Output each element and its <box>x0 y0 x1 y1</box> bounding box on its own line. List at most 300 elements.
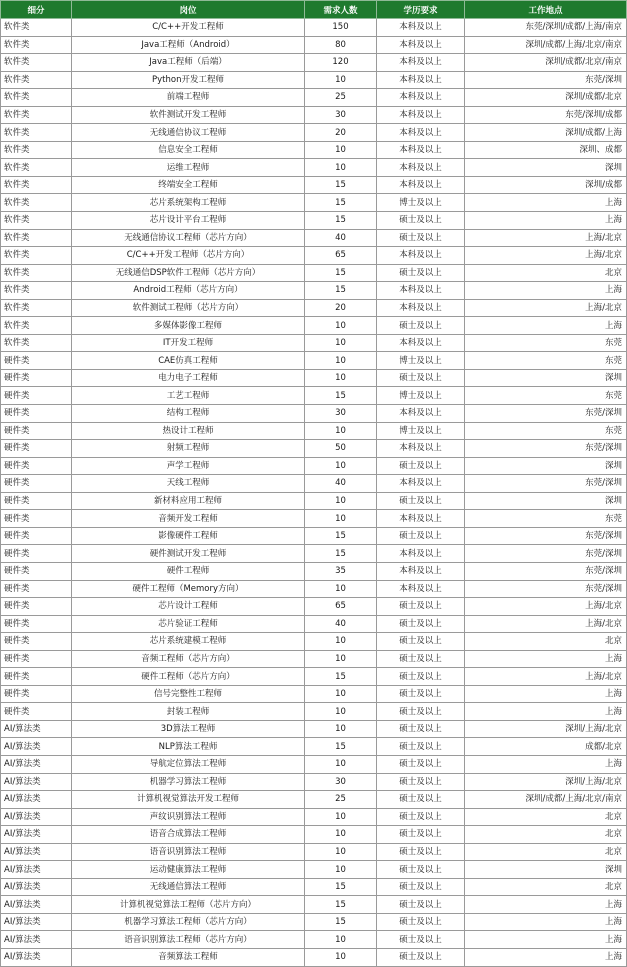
location-cell: 成都/北京 <box>465 738 627 756</box>
headcount-cell: 10 <box>305 71 377 89</box>
location-cell: 东莞/深圳/成都 <box>465 106 627 124</box>
education-cell: 本科及以上 <box>377 124 465 142</box>
education-cell: 本科及以上 <box>377 580 465 598</box>
location-cell: 上海 <box>465 212 627 230</box>
position-cell: 音频工程师（芯片方向） <box>72 650 305 668</box>
education-cell: 本科及以上 <box>377 36 465 54</box>
location-cell: 上海 <box>465 913 627 931</box>
table-row <box>1 141 627 159</box>
location-cell: 北京 <box>465 264 627 282</box>
location-cell: 深圳 <box>465 492 627 510</box>
position-cell: 电力电子工程师 <box>72 369 305 387</box>
table-row <box>1 615 627 633</box>
table-row <box>1 369 627 387</box>
headcount-cell: 20 <box>305 124 377 142</box>
position-cell: 语音识别算法工程师（芯片方向） <box>72 931 305 949</box>
headcount-cell: 65 <box>305 598 377 616</box>
headcount-cell: 10 <box>305 826 377 844</box>
education-cell: 硕士及以上 <box>377 668 465 686</box>
position-cell: 硬件工程师 <box>72 562 305 580</box>
category-cell: 软件类 <box>1 89 72 107</box>
location-cell: 上海 <box>465 755 627 773</box>
education-cell: 博士及以上 <box>377 352 465 370</box>
table-row <box>1 352 627 370</box>
education-cell: 硕士及以上 <box>377 264 465 282</box>
location-cell: 深圳/成都 <box>465 176 627 194</box>
headcount-cell: 10 <box>305 948 377 966</box>
category-cell: 硬件类 <box>1 492 72 510</box>
location-cell: 东莞/深圳 <box>465 562 627 580</box>
education-cell: 硕士及以上 <box>377 633 465 651</box>
location-cell: 东莞/深圳 <box>465 545 627 563</box>
location-cell: 东莞 <box>465 334 627 352</box>
location-cell: 北京 <box>465 633 627 651</box>
location-cell: 深圳 <box>465 369 627 387</box>
category-cell: 软件类 <box>1 36 72 54</box>
location-cell: 深圳/成都/北京/南京 <box>465 54 627 72</box>
position-cell: Android工程师（芯片方向） <box>72 282 305 300</box>
location-cell: 上海 <box>465 650 627 668</box>
table-row <box>1 755 627 773</box>
headcount-cell: 10 <box>305 334 377 352</box>
table-row <box>1 931 627 949</box>
education-cell: 本科及以上 <box>377 176 465 194</box>
education-cell: 本科及以上 <box>377 19 465 37</box>
category-cell: AI/算法类 <box>1 720 72 738</box>
location-cell: 上海 <box>465 685 627 703</box>
education-cell: 本科及以上 <box>377 440 465 458</box>
category-cell: 软件类 <box>1 194 72 212</box>
education-cell: 硕士及以上 <box>377 492 465 510</box>
category-cell: 软件类 <box>1 159 72 177</box>
location-cell: 深圳/成都/北京 <box>465 89 627 107</box>
headcount-cell: 50 <box>305 440 377 458</box>
position-cell: 天线工程师 <box>72 475 305 493</box>
headcount-cell: 150 <box>305 19 377 37</box>
category-cell: AI/算法类 <box>1 896 72 914</box>
position-cell: 机器学习算法工程师 <box>72 773 305 791</box>
education-cell: 硕士及以上 <box>377 457 465 475</box>
location-cell: 东莞/深圳 <box>465 475 627 493</box>
table-row <box>1 948 627 966</box>
education-cell: 硕士及以上 <box>377 931 465 949</box>
position-cell: 前端工程师 <box>72 89 305 107</box>
education-cell: 硕士及以上 <box>377 808 465 826</box>
education-cell: 本科及以上 <box>377 141 465 159</box>
position-cell: Python开发工程师 <box>72 71 305 89</box>
category-cell: 软件类 <box>1 282 72 300</box>
position-cell: 语音合成算法工程师 <box>72 826 305 844</box>
education-cell: 硕士及以上 <box>377 720 465 738</box>
education-cell: 硕士及以上 <box>377 369 465 387</box>
category-cell: 硬件类 <box>1 685 72 703</box>
category-cell: 硬件类 <box>1 527 72 545</box>
location-cell: 东莞/深圳/成都/上海/南京 <box>465 19 627 37</box>
headcount-cell: 25 <box>305 89 377 107</box>
headcount-cell: 40 <box>305 615 377 633</box>
headcount-cell: 10 <box>305 931 377 949</box>
category-cell: AI/算法类 <box>1 843 72 861</box>
education-cell: 硕士及以上 <box>377 913 465 931</box>
table-row <box>1 124 627 142</box>
table-row <box>1 89 627 107</box>
position-cell: 音频算法工程师 <box>72 948 305 966</box>
category-cell: 软件类 <box>1 264 72 282</box>
table-row <box>1 580 627 598</box>
location-cell: 深圳 <box>465 159 627 177</box>
category-cell: 硬件类 <box>1 440 72 458</box>
category-cell: 软件类 <box>1 141 72 159</box>
headcount-cell: 10 <box>305 808 377 826</box>
headcount-cell: 10 <box>305 141 377 159</box>
position-cell: 软件测试工程师（芯片方向） <box>72 299 305 317</box>
headcount-cell: 10 <box>305 369 377 387</box>
table-row <box>1 861 627 879</box>
table-row <box>1 457 627 475</box>
education-cell: 硕士及以上 <box>377 948 465 966</box>
category-cell: 软件类 <box>1 106 72 124</box>
category-cell: 软件类 <box>1 212 72 230</box>
table-row <box>1 703 627 721</box>
table-row <box>1 212 627 230</box>
table-row <box>1 773 627 791</box>
table-row <box>1 194 627 212</box>
category-cell: 硬件类 <box>1 369 72 387</box>
category-cell: 硬件类 <box>1 562 72 580</box>
position-cell: 运维工程师 <box>72 159 305 177</box>
position-cell: 信息安全工程师 <box>72 141 305 159</box>
education-cell: 硕士及以上 <box>377 773 465 791</box>
header-location: 工作地点 <box>465 1 627 19</box>
education-cell: 硕士及以上 <box>377 317 465 335</box>
headcount-cell: 15 <box>305 212 377 230</box>
location-cell: 东莞 <box>465 387 627 405</box>
position-cell: 无线通信协议工程师 <box>72 124 305 142</box>
position-cell: 射频工程师 <box>72 440 305 458</box>
table-row <box>1 633 627 651</box>
table-row <box>1 54 627 72</box>
table-row <box>1 247 627 265</box>
category-cell: 硬件类 <box>1 422 72 440</box>
headcount-cell: 20 <box>305 299 377 317</box>
table-row <box>1 808 627 826</box>
position-cell: 影像硬件工程师 <box>72 527 305 545</box>
position-cell: 结构工程师 <box>72 405 305 423</box>
education-cell: 本科及以上 <box>377 510 465 528</box>
category-cell: AI/算法类 <box>1 878 72 896</box>
table-row <box>1 896 627 914</box>
position-cell: Java工程师（Android） <box>72 36 305 54</box>
education-cell: 博士及以上 <box>377 194 465 212</box>
location-cell: 深圳/成都/上海/北京/南京 <box>465 36 627 54</box>
position-cell: 热设计工程师 <box>72 422 305 440</box>
education-cell: 硕士及以上 <box>377 650 465 668</box>
category-cell: AI/算法类 <box>1 826 72 844</box>
table-row <box>1 791 627 809</box>
category-cell: 硬件类 <box>1 668 72 686</box>
table-row <box>1 176 627 194</box>
category-cell: 软件类 <box>1 71 72 89</box>
position-cell: 计算机视觉算法开发工程师 <box>72 791 305 809</box>
location-cell: 北京 <box>465 808 627 826</box>
position-cell: C/C++开发工程师（芯片方向） <box>72 247 305 265</box>
location-cell: 上海 <box>465 194 627 212</box>
headcount-cell: 30 <box>305 773 377 791</box>
headcount-cell: 10 <box>305 159 377 177</box>
category-cell: 硬件类 <box>1 457 72 475</box>
education-cell: 硕士及以上 <box>377 527 465 545</box>
headcount-cell: 15 <box>305 896 377 914</box>
table-row <box>1 106 627 124</box>
header-category: 细分 <box>1 1 72 19</box>
headcount-cell: 120 <box>305 54 377 72</box>
location-cell: 上海 <box>465 282 627 300</box>
table-row <box>1 738 627 756</box>
table-row <box>1 562 627 580</box>
table-row <box>1 826 627 844</box>
location-cell: 东莞/深圳 <box>465 440 627 458</box>
location-cell: 上海 <box>465 948 627 966</box>
position-cell: 音频开发工程师 <box>72 510 305 528</box>
headcount-cell: 10 <box>305 720 377 738</box>
location-cell: 深圳/上海/北京 <box>465 773 627 791</box>
position-cell: 硬件工程师（Memory方向） <box>72 580 305 598</box>
position-cell: 终端安全工程师 <box>72 176 305 194</box>
education-cell: 硕士及以上 <box>377 598 465 616</box>
category-cell: 软件类 <box>1 247 72 265</box>
table-row <box>1 317 627 335</box>
position-cell: 芯片验证工程师 <box>72 615 305 633</box>
header-headcount: 需求人数 <box>305 1 377 19</box>
category-cell: 硬件类 <box>1 510 72 528</box>
education-cell: 硕士及以上 <box>377 826 465 844</box>
position-cell: 芯片系统建模工程师 <box>72 633 305 651</box>
position-cell: C/C++开发工程师 <box>72 19 305 37</box>
table-row <box>1 492 627 510</box>
table-row <box>1 650 627 668</box>
headcount-cell: 10 <box>305 685 377 703</box>
education-cell: 硕士及以上 <box>377 703 465 721</box>
position-cell: 声纹识别算法工程师 <box>72 808 305 826</box>
category-cell: 软件类 <box>1 176 72 194</box>
education-cell: 本科及以上 <box>377 54 465 72</box>
education-cell: 硕士及以上 <box>377 738 465 756</box>
table-row <box>1 720 627 738</box>
category-cell: AI/算法类 <box>1 773 72 791</box>
position-cell: NLP算法工程师 <box>72 738 305 756</box>
headcount-cell: 15 <box>305 913 377 931</box>
education-cell: 博士及以上 <box>377 422 465 440</box>
header-education: 学历要求 <box>377 1 465 19</box>
location-cell: 上海/北京 <box>465 299 627 317</box>
location-cell: 北京 <box>465 843 627 861</box>
education-cell: 本科及以上 <box>377 562 465 580</box>
headcount-cell: 15 <box>305 387 377 405</box>
education-cell: 本科及以上 <box>377 334 465 352</box>
category-cell: 软件类 <box>1 19 72 37</box>
location-cell: 东莞/深圳 <box>465 580 627 598</box>
table-row <box>1 159 627 177</box>
table-row <box>1 510 627 528</box>
category-cell: 软件类 <box>1 334 72 352</box>
headcount-cell: 10 <box>305 843 377 861</box>
education-cell: 硕士及以上 <box>377 861 465 879</box>
category-cell: 软件类 <box>1 124 72 142</box>
position-cell: 硬件测试开发工程师 <box>72 545 305 563</box>
education-cell: 硕士及以上 <box>377 791 465 809</box>
header-row <box>1 1 627 19</box>
category-cell: 硬件类 <box>1 650 72 668</box>
table-body <box>1 19 627 967</box>
category-cell: 硬件类 <box>1 387 72 405</box>
headcount-cell: 10 <box>305 352 377 370</box>
table-row <box>1 299 627 317</box>
table-row <box>1 387 627 405</box>
table-row <box>1 282 627 300</box>
headcount-cell: 35 <box>305 562 377 580</box>
table-row <box>1 264 627 282</box>
location-cell: 北京 <box>465 878 627 896</box>
location-cell: 深圳/成都/上海/北京/南京 <box>465 791 627 809</box>
location-cell: 上海/北京 <box>465 229 627 247</box>
table-row <box>1 440 627 458</box>
position-cell: 信号完整性工程师 <box>72 685 305 703</box>
position-cell: 声学工程师 <box>72 457 305 475</box>
location-cell: 东莞/深圳 <box>465 527 627 545</box>
category-cell: 硬件类 <box>1 352 72 370</box>
headcount-cell: 15 <box>305 878 377 896</box>
table-row <box>1 878 627 896</box>
table-row <box>1 334 627 352</box>
category-cell: 硬件类 <box>1 703 72 721</box>
table-row <box>1 422 627 440</box>
headcount-cell: 10 <box>305 317 377 335</box>
education-cell: 硕士及以上 <box>377 896 465 914</box>
table-row <box>1 527 627 545</box>
headcount-cell: 25 <box>305 791 377 809</box>
headcount-cell: 10 <box>305 703 377 721</box>
location-cell: 东莞 <box>465 352 627 370</box>
position-cell: 机器学习算法工程师（芯片方向） <box>72 913 305 931</box>
headcount-cell: 10 <box>305 457 377 475</box>
table-row <box>1 36 627 54</box>
location-cell: 上海 <box>465 896 627 914</box>
location-cell: 深圳、成都 <box>465 141 627 159</box>
education-cell: 硕士及以上 <box>377 615 465 633</box>
table-row <box>1 405 627 423</box>
education-cell: 硕士及以上 <box>377 878 465 896</box>
education-cell: 硕士及以上 <box>377 685 465 703</box>
education-cell: 本科及以上 <box>377 299 465 317</box>
table-row <box>1 843 627 861</box>
headcount-cell: 10 <box>305 633 377 651</box>
education-cell: 硕士及以上 <box>377 755 465 773</box>
headcount-cell: 10 <box>305 580 377 598</box>
category-cell: AI/算法类 <box>1 755 72 773</box>
education-cell: 本科及以上 <box>377 89 465 107</box>
headcount-cell: 40 <box>305 475 377 493</box>
headcount-cell: 15 <box>305 264 377 282</box>
headcount-cell: 15 <box>305 668 377 686</box>
education-cell: 本科及以上 <box>377 282 465 300</box>
headcount-cell: 15 <box>305 527 377 545</box>
position-cell: 芯片设计平台工程师 <box>72 212 305 230</box>
table-row <box>1 668 627 686</box>
education-cell: 本科及以上 <box>377 106 465 124</box>
position-cell: 硬件工程师（芯片方向） <box>72 668 305 686</box>
location-cell: 东莞 <box>465 510 627 528</box>
headcount-cell: 30 <box>305 106 377 124</box>
position-cell: 无线通信DSP软件工程师（芯片方向） <box>72 264 305 282</box>
education-cell: 本科及以上 <box>377 159 465 177</box>
category-cell: 软件类 <box>1 54 72 72</box>
position-cell: 新材料应用工程师 <box>72 492 305 510</box>
category-cell: 硬件类 <box>1 405 72 423</box>
category-cell: AI/算法类 <box>1 861 72 879</box>
education-cell: 硕士及以上 <box>377 229 465 247</box>
category-cell: AI/算法类 <box>1 931 72 949</box>
category-cell: 硬件类 <box>1 598 72 616</box>
category-cell: AI/算法类 <box>1 791 72 809</box>
category-cell: 软件类 <box>1 317 72 335</box>
location-cell: 上海 <box>465 703 627 721</box>
location-cell: 深圳 <box>465 457 627 475</box>
position-cell: 计算机视觉算法工程师（芯片方向） <box>72 896 305 914</box>
headcount-cell: 15 <box>305 282 377 300</box>
category-cell: 硬件类 <box>1 633 72 651</box>
education-cell: 博士及以上 <box>377 387 465 405</box>
position-cell: 软件测试开发工程师 <box>72 106 305 124</box>
table-row <box>1 685 627 703</box>
category-cell: 硬件类 <box>1 615 72 633</box>
location-cell: 东莞/深圳 <box>465 405 627 423</box>
table-row <box>1 71 627 89</box>
position-cell: 封装工程师 <box>72 703 305 721</box>
position-cell: 运动健康算法工程师 <box>72 861 305 879</box>
location-cell: 上海 <box>465 931 627 949</box>
position-cell: 3D算法工程师 <box>72 720 305 738</box>
table-row <box>1 475 627 493</box>
headcount-cell: 80 <box>305 36 377 54</box>
headcount-cell: 10 <box>305 510 377 528</box>
position-cell: 语音识别算法工程师 <box>72 843 305 861</box>
header-position: 岗位 <box>72 1 305 19</box>
location-cell: 上海/北京 <box>465 598 627 616</box>
headcount-cell: 10 <box>305 492 377 510</box>
education-cell: 本科及以上 <box>377 475 465 493</box>
education-cell: 本科及以上 <box>377 545 465 563</box>
position-cell: 芯片设计工程师 <box>72 598 305 616</box>
education-cell: 本科及以上 <box>377 405 465 423</box>
position-cell: 导航定位算法工程师 <box>72 755 305 773</box>
location-cell: 东莞/深圳 <box>465 71 627 89</box>
category-cell: 硬件类 <box>1 580 72 598</box>
location-cell: 东莞 <box>465 422 627 440</box>
category-cell: 硬件类 <box>1 475 72 493</box>
table-row <box>1 545 627 563</box>
table-row <box>1 19 627 37</box>
headcount-cell: 15 <box>305 738 377 756</box>
category-cell: AI/算法类 <box>1 913 72 931</box>
table-row <box>1 913 627 931</box>
category-cell: AI/算法类 <box>1 948 72 966</box>
location-cell: 深圳/上海/北京 <box>465 720 627 738</box>
position-cell: 工艺工程师 <box>72 387 305 405</box>
education-cell: 硕士及以上 <box>377 843 465 861</box>
location-cell: 深圳 <box>465 861 627 879</box>
location-cell: 上海/北京 <box>465 615 627 633</box>
location-cell: 上海/北京 <box>465 668 627 686</box>
